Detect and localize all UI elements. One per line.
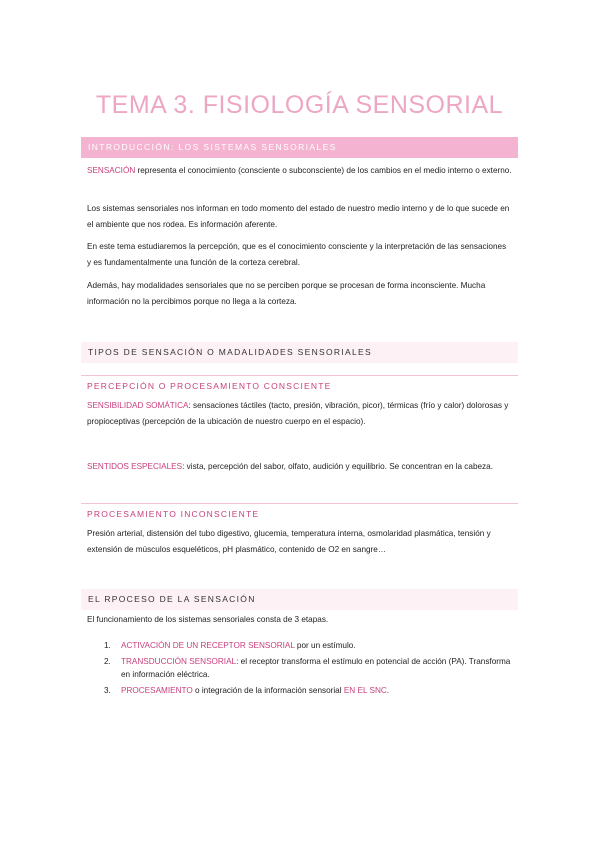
item-text: : el receptor transforma el estímulo en potencial de acción (PA). Transforma en información eléctrica. <box>121 656 511 679</box>
list-item <box>104 655 514 682</box>
paragraph-text: : vista, percepción del sabor, olfato, audición y equilibrio. Se concentran en la cabeza. <box>182 462 493 471</box>
divider <box>81 375 518 376</box>
paragraph-text: : sensaciones táctiles (tacto, presión, vibración, picor), térmicas (frío y calor) dolorosas y propioceptivas (percepción de la ubicación de nuestro cuerpo en el espacio). <box>87 401 509 426</box>
paragraph-sistemas: Los sistemas sensoriales nos informan en todo momento del estado de nuestro medio interno y de lo que sucede en el ambiente que nos rodea. Es información aferente. <box>87 204 510 229</box>
list-number: 3. <box>104 685 111 695</box>
paragraph-etapas: El funcionamiento de los sistemas sensoriales consta de 3 etapas. <box>87 615 329 624</box>
item-text: o integración de la información sensorial <box>192 685 344 695</box>
etapas-list <box>104 639 514 699</box>
term: PROCESAMIENTO <box>121 685 193 695</box>
term: TRANSDUCCIÓN SENSORIAL <box>121 656 237 666</box>
item-text: . <box>386 685 390 695</box>
term: ACTIVACIÓN DE UN RECEPTOR SENSORIAL <box>121 641 295 650</box>
list-item <box>104 684 514 698</box>
section-header-introduccion: INTRODUCCIÓN: LOS SISTEMAS SENSORIALES <box>81 137 518 158</box>
paragraph-percepcion: En este tema estudiaremos la percepción, que es el conocimiento consciente y la interpretación de las sensaciones y es fundamentalmente una función de la corteza cerebral. <box>87 242 507 267</box>
paragraph-modalidades: Además, hay modalidades sensoriales que no se perciben porque se procesan de forma inconsciente. Mucha información no la percibimos porque no llega a la corteza. <box>87 281 486 306</box>
divider <box>81 503 518 504</box>
list-item <box>104 639 514 653</box>
section-header-proceso: EL RPOCESO DE LA SENSACIÓN <box>81 589 518 610</box>
paragraph-sensacion <box>87 163 512 179</box>
list-number: 1. <box>104 641 111 650</box>
paragraph-somatica <box>87 398 512 429</box>
term-somatica: SENSIBILIDAD SOMÁTICA <box>87 401 189 410</box>
subheading-consciente: PERCEPCIÓN O PROCESAMIENTO CONSCIENTE <box>87 381 332 391</box>
subheading-inconsciente: PROCESAMIENTO INCONSCIENTE <box>87 509 260 519</box>
term-especiales: SENTIDOS ESPECIALES <box>87 462 183 471</box>
item-text: por un estímulo. <box>294 641 356 650</box>
paragraph-especiales <box>87 459 512 475</box>
list-number: 2. <box>104 656 111 666</box>
paragraph-inconsciente: Presión arterial, distensión del tubo digestivo, glucemia, temperatura interna, osmolaridad plasmática, tensión y extensión de músculos esqueléticos, pH plasmático, contenido de O2 en sangre… <box>87 529 491 554</box>
term-sensacion: SENSACIÓN <box>87 166 136 175</box>
section-header-tipos: TIPOS DE SENSACIÓN O MADALIDADES SENSORIALES <box>81 342 518 363</box>
term: EN EL SNC <box>343 685 387 695</box>
paragraph-text: representa el conocimiento (consciente o subconsciente) de los cambios en el medio interno o externo. <box>135 166 512 175</box>
page-title: TEMA 3. FISIOLOGÍA SENSORIAL <box>95 90 504 119</box>
